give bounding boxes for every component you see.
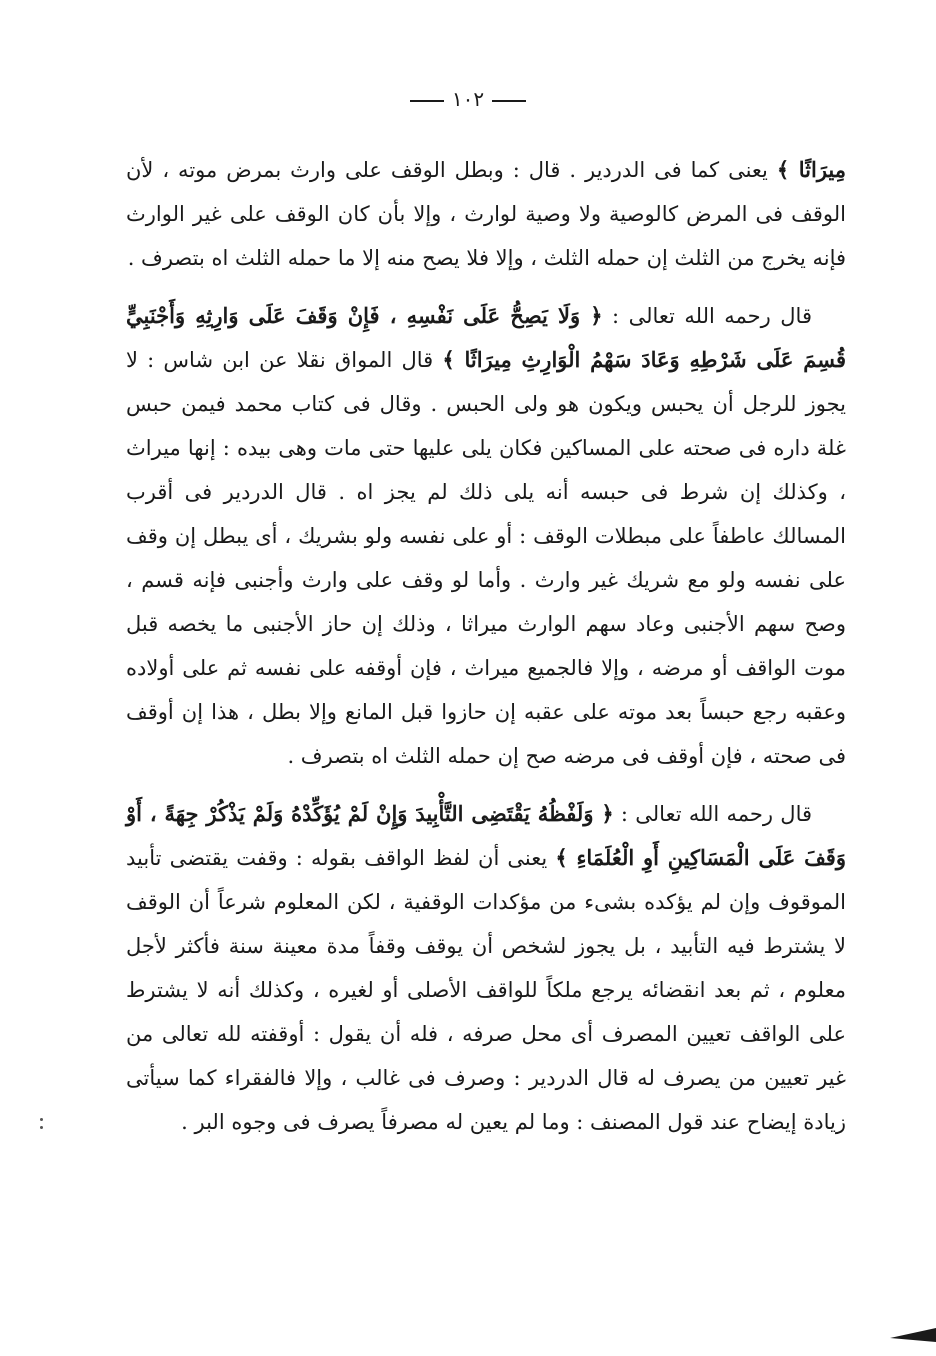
paragraph-1 xyxy=(126,148,846,280)
scan-speck xyxy=(40,1126,43,1129)
page-number-dash-left xyxy=(410,100,444,102)
paragraph-1-segment-2: يعنى كما فى الدردير . قال : وبطل الوقف على وارث بمرض موته ، لأن الوقف فى المرض كالوصية ولا وصية لوارث ، وإلا بأن كان الوقف على غير الوارث فإنه يخرج من الثلث إن حمله الثلث ، وإلا فلا يصح منه إلا ما حمله الثلث اه بتصرف . xyxy=(126,158,846,270)
paragraph-2 xyxy=(126,294,846,778)
paragraph-2-quran-quote: ﴿ وَلَا يَصِحُّ عَلَى نَفْسِهِ ، فَإِنْ وَقَفَ عَلَى وَارِثِهِ وَأَجْنَبِيٍّ قُسِمَ عَلَى شَرْطِهِ وَعَادَ سَهْمُ الْوَارِثِ مِيرَاثًا ﴾ xyxy=(126,303,846,372)
paragraph-2-segment-1: قال رحمه الله تعالى : xyxy=(602,304,812,328)
body-text xyxy=(126,148,846,1144)
paragraph-3-segment-1: قال رحمه الله تعالى : xyxy=(613,802,812,826)
paragraph-2-segment-3: قال المواق نقلا عن ابن شاس : لا يجوز للرجل أن يحبس ويكون هو ولى الحبس . وقال فى كتاب محمد فيمن حبس غلة داره فى صحته على المساكين فكان يلى عليها حتى مات وهى بيده : إنها ميراث ، وكذلك إن شرط فى حبسه أنه يلى ذلك لم يجز اه . قال الدردير فى أقرب المسالك عاطفاً على مبطلات الوقف : أو على نفسه ولو بشريك ، أى يبطل إن وقف على نفسه ولو مع شريك غير وارث . وأما لو وقف على وارث وأجنبى فإنه قسم ، وصح سهم الأجنبى وعاد سهم الوارث ميراثا ، وذلك إن حاز الأجنبى ما يخصه قبل موت الواقف أو مرضه ، وإلا فالجميع ميراث ، فإن أوقفه على نفسه ثم على أولاده وعقبه رجع حبساً بعد موته على عقبه إن حازوا قبل المانع وإلا بطل ، هذا إن أوقف فى صحته ، فإن أوقف فى مرضه صح إن حمله الثلث اه بتصرف . xyxy=(126,348,846,768)
page-number xyxy=(0,84,936,114)
paragraph-3-quran-quote: ﴿ وَلَفْظُهُ يَقْتَضِى التَّأْبِيدَ وَإِنْ لَمْ يُؤَكِّدْهُ وَلَمْ يَذْكُرْ جِهَةً ، أَوْ وَقَفَ عَلَى الْمَسَاكِينِ أَوِ الْعُلَمَاءِ ﴾ xyxy=(126,801,846,870)
page-number-text: ١٠٢ xyxy=(451,87,485,111)
paragraph-1-segment-1: مِيرَاثًا ﴾ xyxy=(776,157,846,182)
page-number-dash-right xyxy=(492,100,526,102)
scan-speck xyxy=(40,1118,43,1121)
paragraph-3 xyxy=(126,792,846,1144)
paragraph-3-segment-3: يعنى أن لفظ الواقف بقوله : وقفت يقتضى تأبيد الموقوف وإن لم يؤكده بشىء من مؤكدات الوقفية ، لكن المعلوم شرعاً أن الوقف لا يشترط فيه التأبيد ، بل يجوز لشخص أن يوقف وقفاً مدة معينة سنة فأكثر لأجل معلوم ، ثم بعد انقضائه يرجع ملكاً للواقف الأصلى أو لغيره ، وكذلك أنه لا يشترط على الواقف تعيين المصرف أى محل صرفه ، فله أن يقول : أوقفته لله تعالى من غير تعيين من يصرف له قال الدردير : وصرف فى غالب ، وإلا فالفقراء كما سيأتى زيادة إيضاح عند قول المصنف : وما لم يعين له مصرفاً يصرف فى وجوه البر . xyxy=(126,846,846,1134)
page-corner-mark xyxy=(890,1328,936,1342)
